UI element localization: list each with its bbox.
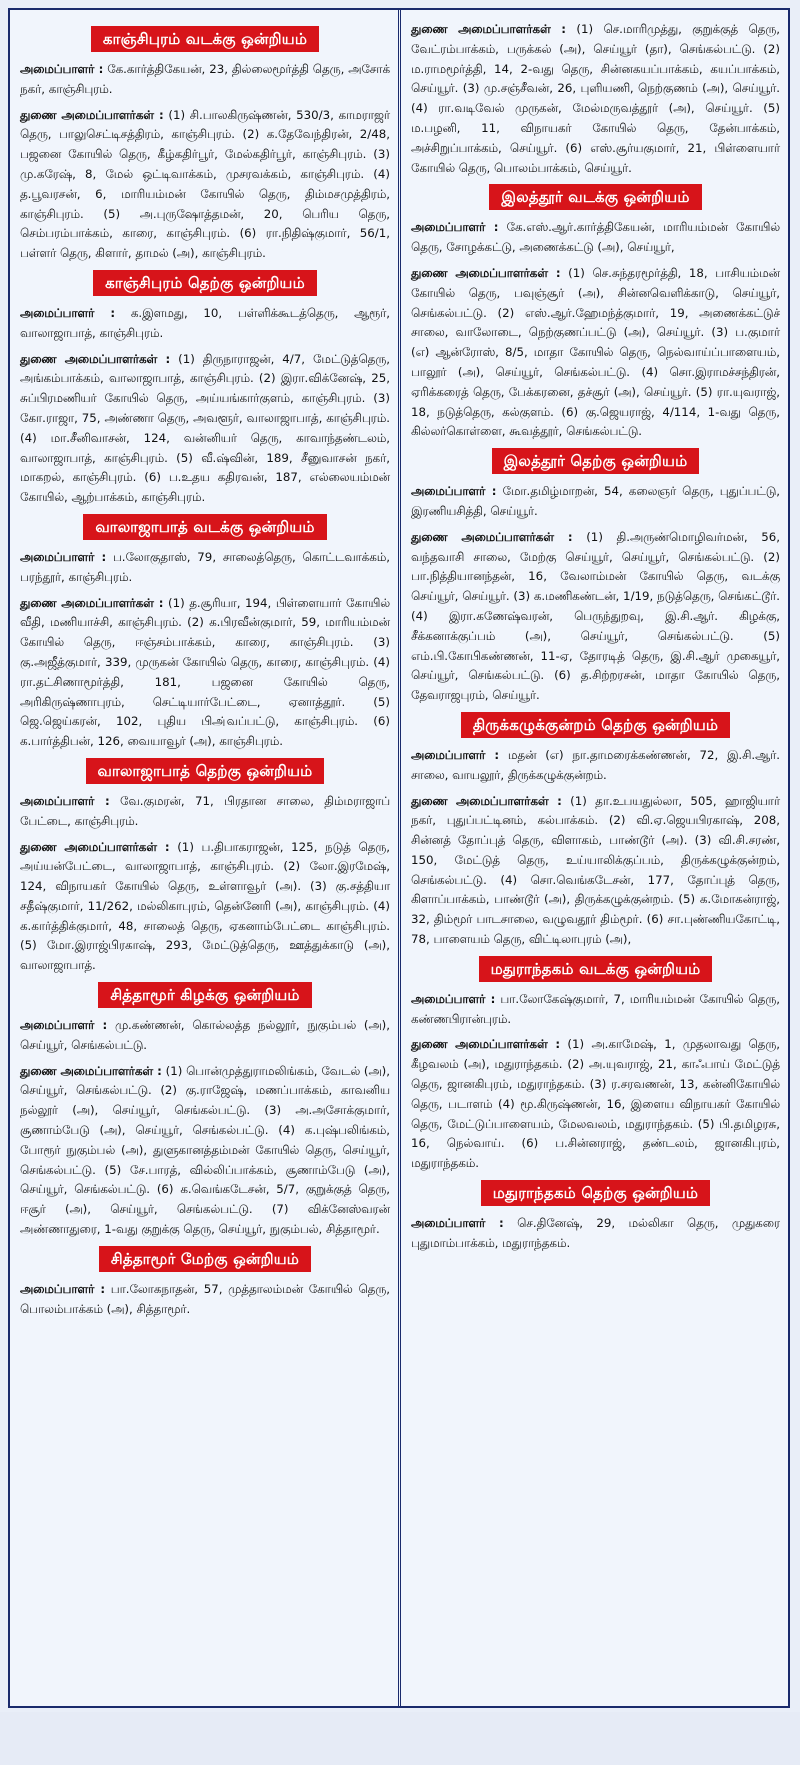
left-column — [10, 10, 398, 1706]
section-heading: காஞ்சிபுரம் வடக்கு ஒன்றியம் — [91, 26, 319, 52]
member-paragraph — [20, 838, 390, 977]
right-column — [401, 10, 788, 1706]
member-details: மதன் (எ) நா.தாமரைக்கண்ணன், 72, இ.சி.ஆர். சாலை, வாயலூர், திருக்கழுக்குன்றம். — [411, 747, 780, 782]
section-heading: வாலாஜாபாத் தெற்கு ஒன்றியம் — [86, 758, 325, 784]
role-label: துணை அமைப்பாளர்கள் : — [20, 595, 164, 610]
member-paragraph — [411, 528, 780, 706]
role-label: அமைப்பாளர் : — [20, 62, 104, 76]
role-label: அமைப்பாளர் : — [411, 991, 496, 1006]
section-heading-wrap — [411, 956, 780, 982]
union-section — [411, 956, 780, 1174]
union-section — [20, 982, 390, 1240]
member-details: க.இளமது, 10, பள்ளிக்கூடத்தெரு, ஆரூர், வாலாஜாபாத், காஞ்சிபுரம். — [20, 305, 390, 340]
member-details: (1) திருநாராஜன், 4/7, மேட்டுத்தெரு, அங்கம்பாக்கம், வாலாஜாபாத், காஞ்சிபுரம். (2) இரா.விக்னேஷ், 25, சுப்பிரமணியர் கோயில் தெரு, அய்யங்கார்குளம், காஞ்சிபுரம். (3) கோ.ராஜா, 75, அண்ணா தெரு, அவளூர், வாலாஜாபாத், காஞ்சிபுரம். (4) மா.சீனிவாசன், 124, வன்னியர் தெரு, காவாந்தண்டலம், வாலாஜாபாத், காஞ்சிபுரம். (5) வீ.ஷ்வின், 189, சீனுவாசன் நகர், மாகறல், காஞ்சிபுரம். (6) ப.உதய கதிரவன், 187, எல்லையம்மன் கோயில், ஆற்பாக்கம், காஞ்சிபுரம். — [20, 351, 390, 505]
member-details: (1) பொன்முத்துராமலிங்கம், வேடல் (அ), செய்யூர், செங்கல்பட்டு. (2) கு.ராஜேஷ், மணப்பாக்கம், காவனிய நல்லூர் (அ), செய்யூர், செங்கல்பட்டு. (3) அ.அசோக்குமார், சூணாம்பேடு (அ), செய்யூர், செங்கல்பட்டு. (4) க.புஷ்பலிங்கம், போரூர் நுகும்பல் (அ), துளுகானத்தம்மன் கோயில் தெரு, செய்யூர், செங்கல்பட்டு. (5) சே.பாரத், வில்லிப்பாக்கம், சூணாம்பேடு (அ), செய்யூர், செங்கல்பட்டு. (6) க.வெங்கடேசன், 5/7, குறுக்குத் தெரு, ஈசூர் (அ), செய்யூர், செங்கல்பட்டு. (7) விக்னேஸ்வரன் அண்ணாதுரை, 1-வது குறுக்கு தெரு, செய்யூர், நுகும்பல், சித்தாமூர். — [20, 1063, 390, 1237]
union-section — [411, 712, 780, 950]
role-label: அமைப்பாளர் : — [20, 305, 116, 320]
content-frame — [8, 8, 790, 1708]
member-details: பா.லோகேஷ்குமார், 7, மாரியம்மன் கோயில் தெரு, கண்ணபிரான்புரம். — [411, 991, 780, 1026]
section-heading-wrap — [20, 758, 390, 784]
member-details: கே.எஸ்.ஆர்.கார்த்திகேயன், மாரியம்மன் கோயில் தெரு, சோழக்கட்டு, அணைக்கட்டு (அ), செய்யூர், — [411, 220, 780, 255]
union-section — [20, 26, 390, 264]
role-label: துணை அமைப்பாளர்கள் : — [20, 839, 170, 854]
section-heading: இலத்தூர் வடக்கு ஒன்றியம் — [489, 184, 701, 210]
member-paragraph — [411, 1035, 780, 1174]
role-label: அமைப்பாளர் : — [411, 747, 500, 762]
section-heading: இலத்தூர் தெற்கு ஒன்றியம் — [492, 448, 700, 474]
bottom-band — [0, 1712, 800, 1765]
section-heading-wrap — [20, 982, 390, 1008]
member-paragraph — [411, 792, 780, 950]
section-heading-wrap — [411, 184, 780, 210]
member-paragraph — [411, 20, 780, 178]
member-details: (1) த.சூரியா, 194, பிள்ளையார் கோயில் வீதி, மணியாச்சி, காஞ்சிபுரம். (2) க.பிரவீன்குமார், 59, மாரியம்மன் கோயில் தெரு, ஈஞ்சம்பாக்கம், காரை, காஞ்சிபுரம். (3) கு.அஜீத்குமார், 339, முருகன் கோயில் தெரு, காரை, காஞ்சிபுரம். (4) ரா.தட்சிணாமூர்த்தி, 181, பஜனை கோயில் தெரு, அரிகிருஷ்ணாபுரம், செட்டியார்பேட்டை, ஏனாத்தூர். (5) ஜெ.ஜெய்கரன், 102, புதிய பிஅ்வப்பட்டு, காஞ்சிபுரம். (6) க.பார்த்திபன், 126, வையாவூர் (அ), காஞ்சிபுரம். — [20, 595, 391, 749]
role-label: அமைப்பாளர் : — [20, 549, 107, 564]
member-paragraph — [20, 594, 390, 752]
member-paragraph — [20, 548, 390, 588]
role-label: துணை அமைப்பாளர்கள் : — [411, 793, 562, 808]
role-label: அமைப்பாளர் : — [20, 793, 110, 808]
section-heading-wrap — [411, 448, 780, 474]
member-paragraph — [411, 264, 780, 442]
member-paragraph — [411, 990, 780, 1030]
member-details: ப.லோகுதாஸ், 79, சாலைத்தெரு, கொட்டவாக்கம், பரந்தூர், காஞ்சிபுரம். — [20, 549, 390, 584]
section-heading-wrap — [411, 712, 780, 738]
union-section — [20, 514, 390, 752]
member-details: (1) செ.மாரிமுத்து, குறுக்குத் தெரு, வேட்ரம்பாக்கம், பருக்கல் (அ), செய்யூர் (தா), செங்கல்பட்டு. (2) ம.ராமமூர்த்தி, 14, 2-வது தெரு, சின்னகயப்பாக்கம், கயப்பாக்கம், செய்யூர். (3) மு.சஞ்சீவன், 26, புளியணி, நெற்குணம் (அ), செய்யூர். (4) ரா.வடிவேல் முருகன், மேல்மருவத்தூர் (அ), செய்யூர். (5) ம.பழனி, 11, விநாயகர் கோயில் தெரு, தேன்பாக்கம், அச்சிறுப்பாக்கம், செய்யூர். (6) எஸ்.சூர்யகுமார், 21, பிள்ளையார் கோயில் தெரு, பொலம்பாக்கம், செய்யூர். — [411, 22, 780, 175]
section-heading: மதுராந்தகம் வடக்கு ஒன்றியம் — [479, 956, 713, 982]
union-section — [411, 20, 780, 178]
member-paragraph — [20, 60, 390, 100]
section-heading-wrap — [20, 270, 390, 296]
member-paragraph — [411, 746, 780, 786]
union-section — [20, 1246, 390, 1320]
section-heading-wrap — [20, 514, 390, 540]
role-label: துணை அமைப்பாளர்கள் : — [20, 351, 171, 366]
role-label: துணை அமைப்பாளர்கள் : — [20, 107, 164, 122]
member-details: கே.கார்த்திகேயன், 23, தில்லைமூர்த்தி தெரு, அசோக் நகர், காஞ்சிபுரம். — [20, 62, 390, 96]
role-label: துணை அமைப்பாளர்கள் : — [411, 22, 567, 36]
union-section — [411, 184, 780, 442]
member-paragraph — [411, 482, 780, 522]
role-label: அமைப்பாளர் : — [411, 220, 499, 235]
member-details: (1) அ.காமேஷ், 1, முதலாவது தெரு, கீழவலம் (அ), மதுராந்தகம். (2) அ.யுவராஜ், 21, காஃபாய் மேட்டுத் தெரு, ஜானகிபுரம், மதுராந்தகம். (3) ர.சரவணன், 13, கன்னிகோயில் தெரு, படாளம் (4) மூ.கிருஷ்ணன், 16, இளைய விநாயகர் கோயில் தெரு, மேட்டுப்பாளையம், மேலவலம், மதுராந்தகம். (5) பி.தமிழரசு, 16, நெல்வாய். (6) ப.சின்னராஜ், தண்டலம், ஜானகிபுரம், மதுராந்தகம். — [411, 1037, 780, 1171]
section-heading-wrap — [20, 26, 390, 52]
member-details: பா.லோகநாதன், 57, முத்தாலம்மன் கோயில் தெரு, பொலம்பாக்கம் (அ), சித்தாமூர். — [20, 1281, 390, 1316]
union-section — [411, 448, 780, 706]
section-heading: காஞ்சிபுரம் தெற்கு ஒன்றியம் — [93, 270, 317, 296]
member-details: (1) தி.அருண்மொழிவர்மன், 56, வந்தவாசி சாலை, மேற்கு செய்யூர், செய்யூர், செங்கல்பட்டு. (2) பா.நித்தியானந்தன், 16, வேலாம்மன் கோயில் தெரு, வடக்கு செய்யூர், செய்யூர். (3) க.மணிகண்டன், 1/19, நடுத்தெரு, செங்கட்டூர். (4) இரா.கணேஷ்வரன், பெருந்துறவு, இ.சி.ஆர். கிழக்கு, சீக்கனாக்குப்பம் (அ), செய்யூர், செங்கல்பட்டு. (5) எம்.பி.கோபிகண்ணன், 11-ஏ, தோரடித் தெரு, இ.சி.ஆர் முகையூர், செய்யூர், செங்கல்பட்டு. (6) த.சிற்றரசன், மாதா கோயில் தெரு, தேவராஜபுரம், செய்யூர். — [411, 529, 780, 703]
member-details: வே.குமரன், 71, பிரதான சாலை, திம்மராஜாப் பேட்டை, காஞ்சிபுரம். — [20, 793, 390, 828]
member-details: (1) செ.சுந்தரமூர்த்தி, 18, பாசியம்மன் கோயில் தெரு, பவுஞ்சூர் (அ), சின்னவெளிக்காடு, செய்யூர், செங்கல்பட்டு. (2) எஸ்.ஆர்.ஹேமந்த்குமார், 19, அணைக்கட்டுச் சாலை, வாலோடை, நெற்குணப்பட்டு (அ), செய்யூர். (3) ப.குமார் (எ) ஆன்ரோஸ், 8/5, மாதா கோயில் தெரு, நெல்வாய்ப்பாளையம், பாலூர் (அ), செய்யூர், செங்கல்பட்டு. (4) சொ.இராமச்சந்திரன், ஏரிக்கரைத் தெரு, பேக்கரனை, தச்சூர் (அ), செய்யூர். (5) ரா.யுவராஜ், 18, நடுத்தெரு, கல்குளம். (6) கு.ஜெயராஜ், 4/114, 1-வது தெரு, கில்லர்கொள்ளை, கூவத்தூர், செங்கல்பட்டு. — [411, 265, 781, 439]
member-details: (1) ப.திபாகராஜன், 125, நடுத் தெரு, அய்யன்பேட்டை, வாலாஜாபாத், காஞ்சிபுரம். (2) லோ.இரமேஷ், 124, விநாயகர் கோயில் தெரு, உள்ளாவூர் (அ). (3) கு.சத்தியா சதீஷ்குமார், 11/262, மல்லிகாபுரம், தென்னேரி (அ), காஞ்சிபுரம். (4) க.கார்த்திக்குமார், 48, சாலைத் தெரு, ஏகனாம்பேட்டை காஞ்சிபுரம். (5) மோ.இராஜ்பிரகாஷ், 293, மேட்டுத்தெரு, ஊத்துக்காடு (அ), வாலாஜாபாத். — [20, 839, 390, 973]
section-heading: வாலாஜாபாத் வடக்கு ஒன்றியம் — [83, 514, 326, 540]
section-heading: சித்தாமூர் மேற்கு ஒன்றியம் — [99, 1246, 311, 1272]
role-label: துணை அமைப்பாளர்கள் : — [411, 529, 573, 544]
member-details: (1) தா.உபயதுல்லா, 505, ஹாஜியார் நகர், புதுப்பட்டினம், கல்பாக்கம். (2) வி.ஏ.ஜெயபிரகாஷ், 208, சின்னத் தோப்புத் தெரு, விளாகம், பாண்டூர் (அ). (3) வி.சி.சரண், 150, மேட்டுத் தெரு, உய்யாலிக்குப்பம், திருக்கழுக்குன்றம், செங்கல்பட்டு. (4) சொ.வெங்கடேசன், 177, தோப்புத் தெரு, கிளாப்பாக்கம், பாண்டூர் (அ), திருக்கழுக்குன்றம். (5) க.மோகன்ராஜ், 32, திம்மூர் பாடசாலை, வழுவதூர் திம்மூர். (6) சா.புண்ணியகோட்டி, 78, பாளையம் தெரு, விட்டிலாபுரம் (அ), — [411, 793, 780, 947]
member-paragraph — [411, 218, 780, 258]
section-heading-wrap — [20, 1246, 390, 1272]
member-paragraph — [20, 792, 390, 832]
member-paragraph — [20, 350, 390, 508]
union-section — [411, 1180, 780, 1254]
member-paragraph — [20, 1016, 390, 1056]
member-paragraph — [20, 106, 390, 264]
union-section — [20, 758, 390, 976]
member-details: மோ.தமிழ்மாறன், 54, கலைஞர் தெரு, புதுப்பட்டு, இரணியசித்தி, செய்யூர். — [411, 484, 780, 518]
section-heading: சித்தாமூர் கிழக்கு ஒன்றியம் — [98, 982, 311, 1008]
section-heading-wrap — [411, 1180, 780, 1206]
section-heading: மதுராந்தகம் தெற்கு ஒன்றியம் — [481, 1180, 710, 1206]
role-label: துணை அமைப்பாளர்கள் : — [411, 1037, 561, 1052]
member-paragraph — [20, 304, 390, 344]
role-label: அமைப்பாளர் : — [20, 1281, 106, 1296]
member-paragraph — [20, 1280, 390, 1320]
member-paragraph — [20, 1062, 390, 1240]
role-label: துணை அமைப்பாளர்கள் : — [20, 1063, 162, 1078]
role-label: அமைப்பாளர் : — [411, 484, 497, 499]
member-paragraph — [411, 1214, 780, 1254]
member-details: மு.கண்ணன், கொல்லத்த நல்லூர், நுகும்பல் (அ), செய்யூர், செங்கல்பட்டு. — [20, 1018, 390, 1052]
union-section — [20, 270, 390, 508]
role-label: அமைப்பாளர் : — [20, 1018, 108, 1033]
member-details: (1) சி.பாலகிருஷ்ணன், 530/3, காமராஜர் தெரு, பாலுசெட்டிசத்திரம், காஞ்சிபுரம். (2) க.தேவேந்திரன், 2/48, பஜனை கோயில் தெரு, கீழ்கதிர்பூர், மேல்கதிர்பூர், காஞ்சிபுரம். (3) மு.கரேஷ், 8, மேல் ஒட்டிவாக்கம், முசரவக்கம், காஞ்சிபுரம். (4) த.பூவரசன், 6, மாரியம்மன் கோயில் தெரு, திம்மசமுத்திரம், காஞ்சிபுரம். (5) அ.புருஷோத்தமன், 20, பெரிய தெரு, செம்பரம்பாக்கம், காரை, காஞ்சிபுரம். (6) ரா.நிதிஷ்குமார், 56/1, பள்ளர் தெரு, கிளார், தாமல் (அ), காஞ்சிபுரம். — [20, 107, 390, 261]
section-heading: திருக்கழுக்குன்றம் தெற்கு ஒன்றியம் — [461, 712, 730, 738]
role-label: துணை அமைப்பாளர்கள் : — [411, 265, 561, 280]
role-label: அமைப்பாளர் : — [411, 1216, 504, 1231]
member-details: செ.தினேஷ், 29, மல்லிகா தெரு, முதுகரை புதுமாம்பாக்கம், மதுராந்தகம். — [411, 1216, 780, 1250]
